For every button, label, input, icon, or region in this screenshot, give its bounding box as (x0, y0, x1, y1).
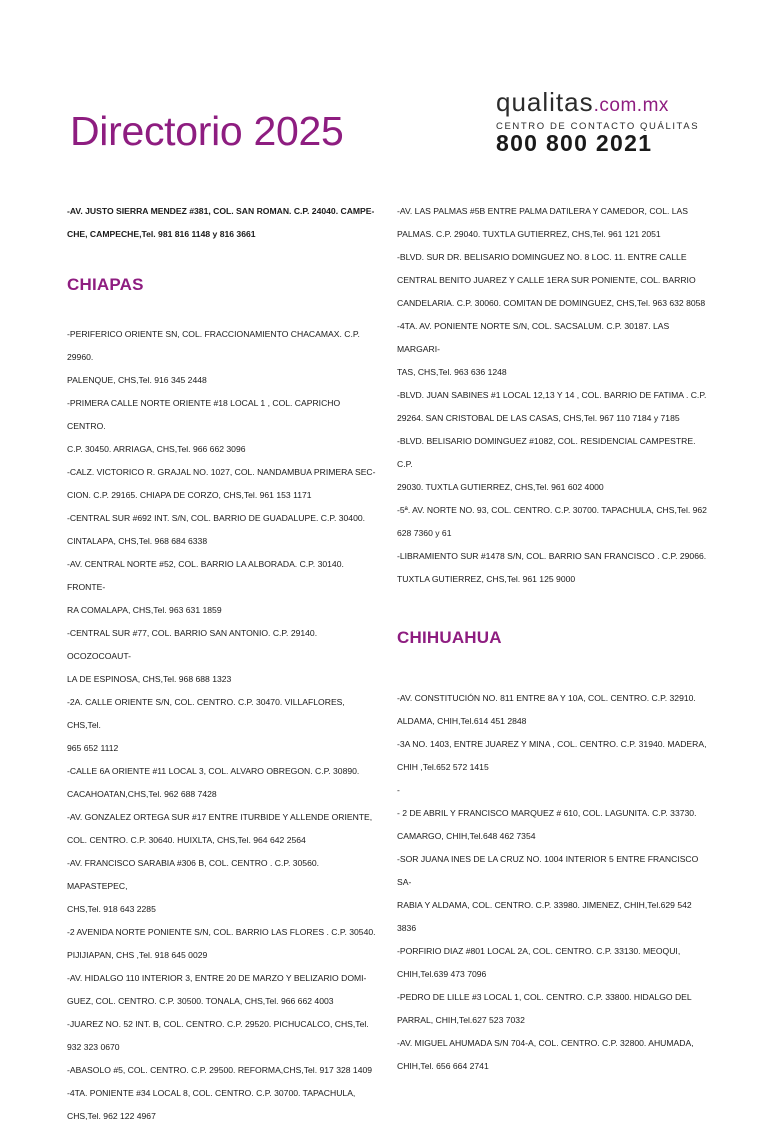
address-line: -CENTRAL SUR #77, COL. BARRIO SAN ANTONIO. C.P. 29140. OCOZOCOAUT- (67, 628, 318, 661)
address-line: RA COMALAPA, CHS,Tel. 963 631 1859 (67, 605, 222, 615)
address-line: 628 7360 y 61 (397, 528, 452, 538)
address-line: -5ª. AV. NORTE NO. 93, COL. CENTRO. C.P. 30700. TAPACHULA, CHS,Tel. 962 (397, 505, 707, 515)
address-line: CHS,Tel. 962 122 4967 (67, 1111, 156, 1121)
address-line: PALMAS. C.P. 29040. TUXTLA GUTIERREZ, CHS,Tel. 961 121 2051 (397, 229, 661, 239)
address-line: -PEDRO DE LILLE #3 LOCAL 1, COL. CENTRO. C.P. 33800. HIDALGO DEL (397, 992, 692, 1002)
address-line: -CALZ. VICTORICO R. GRAJAL NO. 1027, COL. NANDAMBUA PRIMERA SEC- (67, 467, 376, 477)
section-heading-chihuahua: CHIHUAHUA (397, 628, 502, 647)
logo-subtitle: CENTRO DE CONTACTO QUÁLITAS (496, 121, 700, 132)
address-line: -AV. JUSTO SIERRA MENDEZ #381, COL. SAN ROMAN. C.P. 24040. CAMPE- (67, 206, 375, 216)
address-line: -JUAREZ NO. 52 INT. B, COL. CENTRO. C.P. 29520. PICHUCALCO, CHS,Tel. (67, 1019, 369, 1029)
address-line: -2A. CALLE ORIENTE S/N, COL. CENTRO. C.P. 30470. VILLAFLORES, CHS,Tel. (67, 697, 345, 730)
address-line: CHIH ,Tel.652 572 1415 (397, 762, 489, 772)
address-line: 965 652 1112 (67, 743, 119, 753)
address-line: -AV. GONZALEZ ORTEGA SUR #17 ENTRE ITURBIDE Y ALLENDE ORIENTE, (67, 812, 373, 822)
address-line: PARRAL, CHIH,Tel.627 523 7032 (397, 1015, 525, 1025)
logo-phone: 800 800 2021 (496, 130, 653, 156)
chiapas-list-right (397, 200, 707, 591)
address-line: -AV. MIGUEL AHUMADA S/N 704-A, COL. CENTRO. C.P. 32800. AHUMADA, (397, 1038, 694, 1048)
address-line: -AV. CENTRAL NORTE #52, COL. BARRIO LA ALBORADA. C.P. 30140. FRONTE- (67, 559, 344, 592)
address-line: CINTALAPA, CHS,Tel. 968 684 6338 (67, 536, 208, 546)
address-line: -SOR JUANA INES DE LA CRUZ NO. 1004 INTERIOR 5 ENTRE FRANCISCO SA- (397, 854, 699, 887)
address-line: 29264. SAN CRISTOBAL DE LAS CASAS, CHS,Tel. 967 110 7184 y 7185 (397, 413, 680, 423)
address-line: CION. C.P. 29165. CHIAPA DE CORZO, CHS,Tel. 961 153 1171 (67, 490, 312, 500)
address-line: -AV. FRANCISCO SARABIA #306 B, COL. CENTRO . C.P. 30560. MAPASTEPEC, (67, 858, 320, 891)
page-title: Directorio 2025 (70, 108, 344, 154)
address-line: CHS,Tel. 918 643 2285 (67, 904, 156, 914)
address-line: -4TA. PONIENTE #34 LOCAL 8, COL. CENTRO. C.P. 30700. TAPACHULA, (67, 1088, 356, 1098)
address-line: CHIH,Tel. 656 664 2741 (397, 1061, 489, 1071)
address-line: 932 323 0670 (67, 1042, 120, 1052)
address-line: CANDELARIA. C.P. 30060. COMITAN DE DOMINGUEZ, CHS,Tel. 963 632 8058 (397, 298, 706, 308)
address-line: COL. CENTRO. C.P. 30640. HUIXLTA, CHS,Tel. 964 642 2564 (67, 835, 306, 845)
address-line: -AV. LAS PALMAS #5B ENTRE PALMA DATILERA Y CAMEDOR, COL. LAS (397, 206, 689, 216)
address-line: C.P. 30450. ARRIAGA, CHS,Tel. 966 662 3096 (67, 444, 246, 454)
address-line: -PERIFERICO ORIENTE SN, COL. FRACCIONAMIENTO CHACAMAX. C.P. 29960. (67, 329, 360, 362)
address-line: PALENQUE, CHS,Tel. 916 345 2448 (67, 375, 207, 385)
left-column (67, 198, 377, 1128)
address-line: -PRIMERA CALLE NORTE ORIENTE #18 LOCAL 1 , COL. CAPRICHO CENTRO. (67, 398, 341, 431)
address-line: ALDAMA, CHIH,Tel.614 451 2848 (397, 716, 527, 726)
address-line: GUEZ, COL. CENTRO. C.P. 30500. TONALA, CHS,Tel. 966 662 4003 (67, 996, 334, 1006)
section-heading-chiapas: CHIAPAS (67, 275, 144, 294)
address-line: -LIBRAMIENTO SUR #1478 S/N, COL. BARRIO SAN FRANCISCO . C.P. 29066. (397, 551, 707, 561)
address-line: PIJIJIAPAN, CHS ,Tel. 918 645 0029 (67, 950, 208, 960)
address-line: -ABASOLO #5, COL. CENTRO. C.P. 29500. REFORMA,CHS,Tel. 917 328 1409 (67, 1065, 373, 1075)
campeche-block (67, 200, 377, 246)
address-line: CHIH,Tel.639 473 7096 (397, 969, 487, 979)
address-line: -BLVD. BELISARIO DOMINGUEZ #1082, COL. RESIDENCIAL CAMPESTRE. C.P. (397, 436, 696, 469)
address-line: CHE, CAMPECHE,Tel. 981 816 1148 y 816 3661 (67, 229, 256, 239)
chiapas-list-left (67, 323, 377, 1128)
address-line: CENTRAL BENITO JUAREZ Y CALLE 1ERA SUR PONIENTE, COL. BARRIO (397, 275, 696, 285)
address-line: LA DE ESPINOSA, CHS,Tel. 968 688 1323 (67, 674, 232, 684)
right-column (397, 198, 707, 1078)
address-line: -AV. HIDALGO 110 INTERIOR 3, ENTRE 20 DE MARZO Y BELIZARIO DOMI- (67, 973, 367, 983)
address-line: TAS, CHS,Tel. 963 636 1248 (397, 367, 507, 377)
address-line: -BLVD. JUAN SABINES #1 LOCAL 12,13 Y 14 , COL. BARRIO DE FATIMA . C.P. (397, 390, 707, 400)
address-line: -PORFIRIO DIAZ #801 LOCAL 2A, COL. CENTRO. C.P. 33130. MEOQUI, (397, 946, 681, 956)
logo-domain: .com.mx (593, 95, 669, 116)
address-line: -3A NO. 1403, ENTRE JUAREZ Y MINA , COL. CENTRO. C.P. 31940. MADERA, (397, 739, 707, 749)
address-line: - (397, 785, 400, 795)
address-line: TUXTLA GUTIERREZ, CHS,Tel. 961 125 9000 (397, 574, 576, 584)
qualitas-logo (496, 88, 706, 155)
address-line: -AV. CONSTITUCIÓN NO. 811 ENTRE 8A Y 10A, COL. CENTRO. C.P. 32910. (397, 693, 696, 703)
chihuahua-list (397, 687, 707, 1078)
address-line: -BLVD. SUR DR. BELISARIO DOMINGUEZ NO. 8 LOC. 11. ENTRE CALLE (397, 252, 687, 262)
address-line: -CALLE 6A ORIENTE #11 LOCAL 3, COL. ALVARO OBREGON. C.P. 30890. (67, 766, 360, 776)
address-line: - 2 DE ABRIL Y FRANCISCO MARQUEZ # 610, COL. LAGUNITA. C.P. 33730. (397, 808, 697, 818)
address-line: 29030. TUXTLA GUTIERREZ, CHS,Tel. 961 602 4000 (397, 482, 604, 492)
address-line: CACAHOATAN,CHS,Tel. 962 688 7428 (67, 789, 217, 799)
logo-word: qualitas (496, 87, 594, 117)
address-line: -CENTRAL SUR #692 INT. S/N, COL. BARRIO DE GUADALUPE. C.P. 30400. (67, 513, 366, 523)
address-line: -4TA. AV. PONIENTE NORTE S/N, COL. SACSALUM. C.P. 30187. LAS MARGARI- (397, 321, 670, 354)
address-line: CAMARGO, CHIH,Tel.648 462 7354 (397, 831, 536, 841)
address-line: RABIA Y ALDAMA, COL. CENTRO. C.P. 33980. JIMENEZ, CHIH,Tel.629 542 3836 (397, 900, 692, 933)
address-line: -2 AVENIDA NORTE PONIENTE S/N, COL. BARRIO LAS FLORES . C.P. 30540. (67, 927, 376, 937)
